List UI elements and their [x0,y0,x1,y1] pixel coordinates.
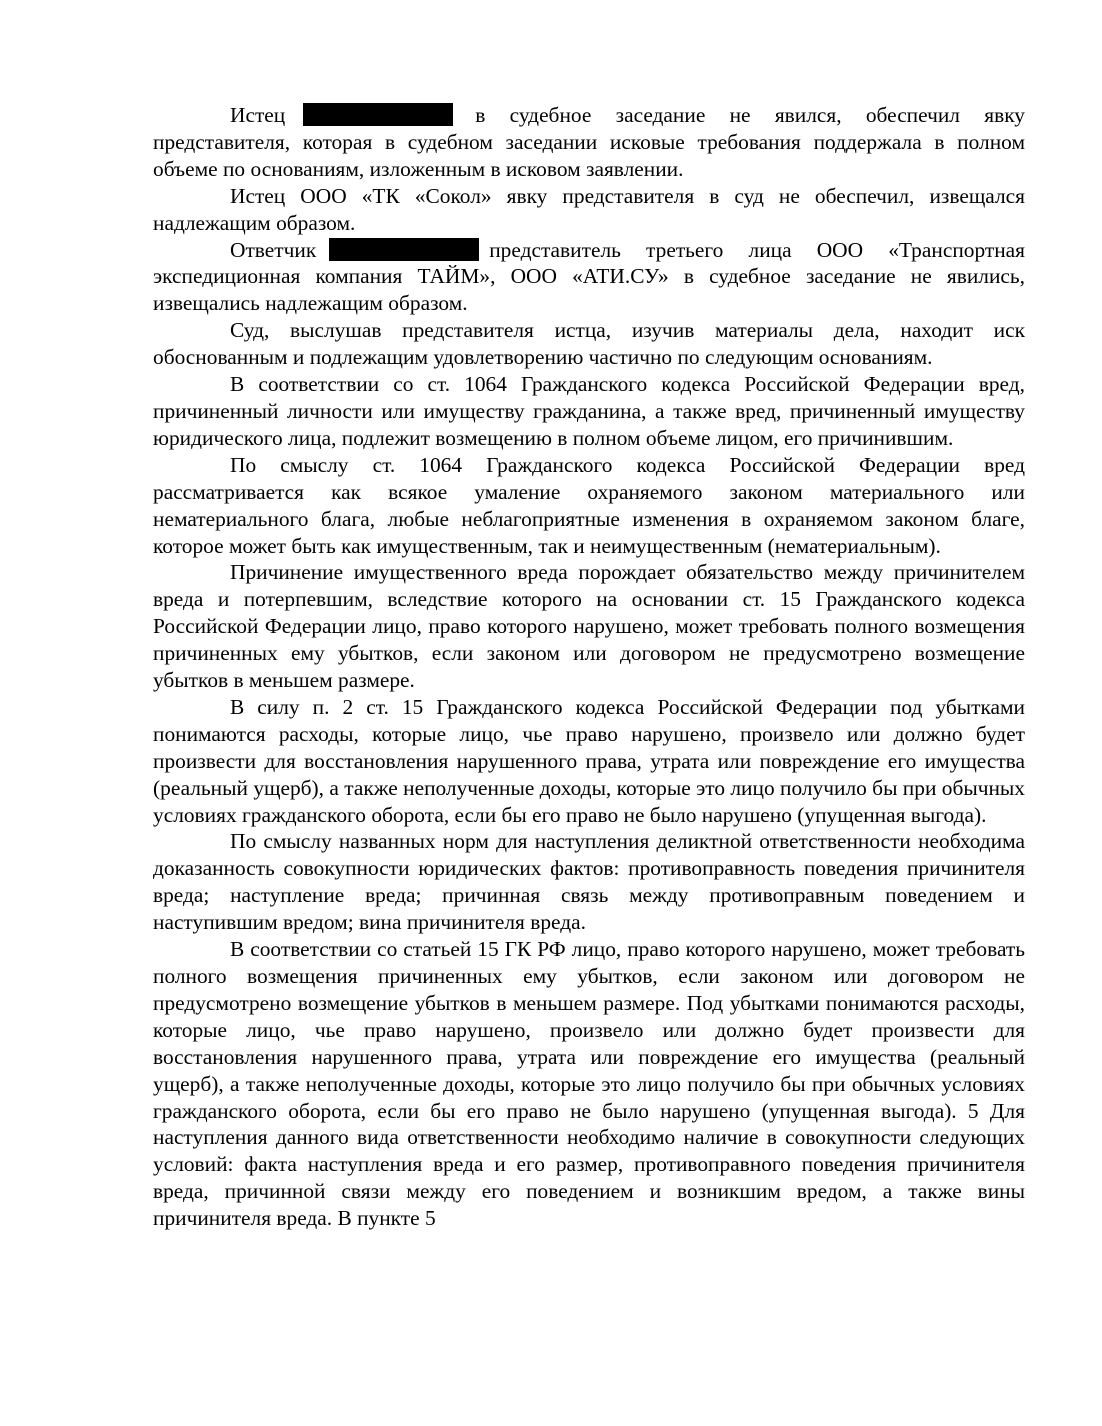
redacted-defendant-name [329,238,479,261]
paragraph-article-1064: В соответствии со ст. 1064 Гражданского кодекса Российской Федерации вред, причиненный личности или имуществу гражданина, а также вред, причиненный имуществу юридического лица, подлежит возмещению в полном объеме лицом, его причинившим. [153,372,1025,450]
paragraph-article-15-losses: В силу п. 2 ст. 15 Гражданского кодекса Российской Федерации под убытками понимаются расходы, которые лицо, чье право нарушено, произвело или должно будет произвести для восстановления нарушенного права, утрата или повреждение его имущества (реальный ущерб), а также неполученные доходы, которые это лицо получило бы при обычных условиях гражданского оборота, если бы его право не было нарушено (упущенная выгода). [153,694,1025,827]
plaintiff-attendance-text: в судебное заседание не явился, обеспечил явку представителя, которая в судебном заседании исковые требования поддержала в полном объеме по основаниям, изложенным в исковом заявлении. [153,103,1025,181]
paragraph-defendant-attendance [153,237,1025,318]
paragraph-harm-meaning: По смыслу ст. 1064 Гражданского кодекса Российской Федерации вред рассматривается как всякое умаление охраняемого законом материального или нематериального блага, любые неблагоприятные изменения в охраняемом законом благе, которое может быть как имущественным, так и неимущественным (нематериальным). [153,452,1025,558]
paragraph-article-15-conditions: В соответствии со статьей 15 ГК РФ лицо, право которого нарушено, может требовать полного возмещения причиненных ему убытков, если законом или договором не предусмотрено возмещение убытков в меньшем размере. Под убытками понимаются расходы, которые лицо, чье право нарушено, произвело или должно будет произвести для восстановления нарушенного права, утрата или повреждение его имущества (реальный ущерб), а также неполученные доходы, которые это лицо получило бы при обычных условиях гражданского оборота, если бы его право не было нарушено (упущенная выгода). 5 Для наступления данного вида ответственности необходимо наличие в совокупности следующих условий: факта наступления вреда и его размер, противоправного поведения причинителя вреда, причинной связи между его поведением и возникшим вредом, а также вины причинителя вреда. В пункте 5 [153,937,1025,1231]
defendant-label: Ответчик [230,237,317,262]
defendant-attendance-text: представитель третьего лица ООО «Транспортная экспедиционная компания ТАЙМ», ООО «АТИ.СУ» в судебное заседание не явились, извещались надлежащим образом. [153,237,1025,316]
paragraph-plaintiff-attendance [153,102,1025,183]
redacted-plaintiff-name [303,103,453,126]
document-page [153,102,1025,1232]
paragraph-court-finding: Суд, выслушав представителя истца, изучив материалы дела, находит иск обоснованным и подлежащим удовлетворению частично по следующим основаниям. [153,318,1025,370]
paragraph-tort-liability: По смыслу названных норм для наступления деликтной ответственности необходима доказанность совокупности юридических фактов: противоправность поведения причинителя вреда; наступление вреда; причинная связь между противоправным поведением и наступившим вредом; вина причинителя вреда. [153,829,1025,935]
plaintiff-label: Истец [230,103,286,127]
paragraph-property-harm: Причинение имущественного вреда порождает обязательство между причинителем вреда и потерпевшим, вследствие которого на основании ст. 15 Гражданского кодекса Российской Федерации лицо, право которого нарушено, может требовать полного возмещения причиненных ему убытков, если законом или договором не предусмотрено возмещение убытков в меньшем размере. [153,560,1025,693]
paragraph-sokol-attendance: Истец ООО «ТК «Сокол» явку представителя в суд не обеспечил, извещался надлежащим образом. [153,183,1025,235]
